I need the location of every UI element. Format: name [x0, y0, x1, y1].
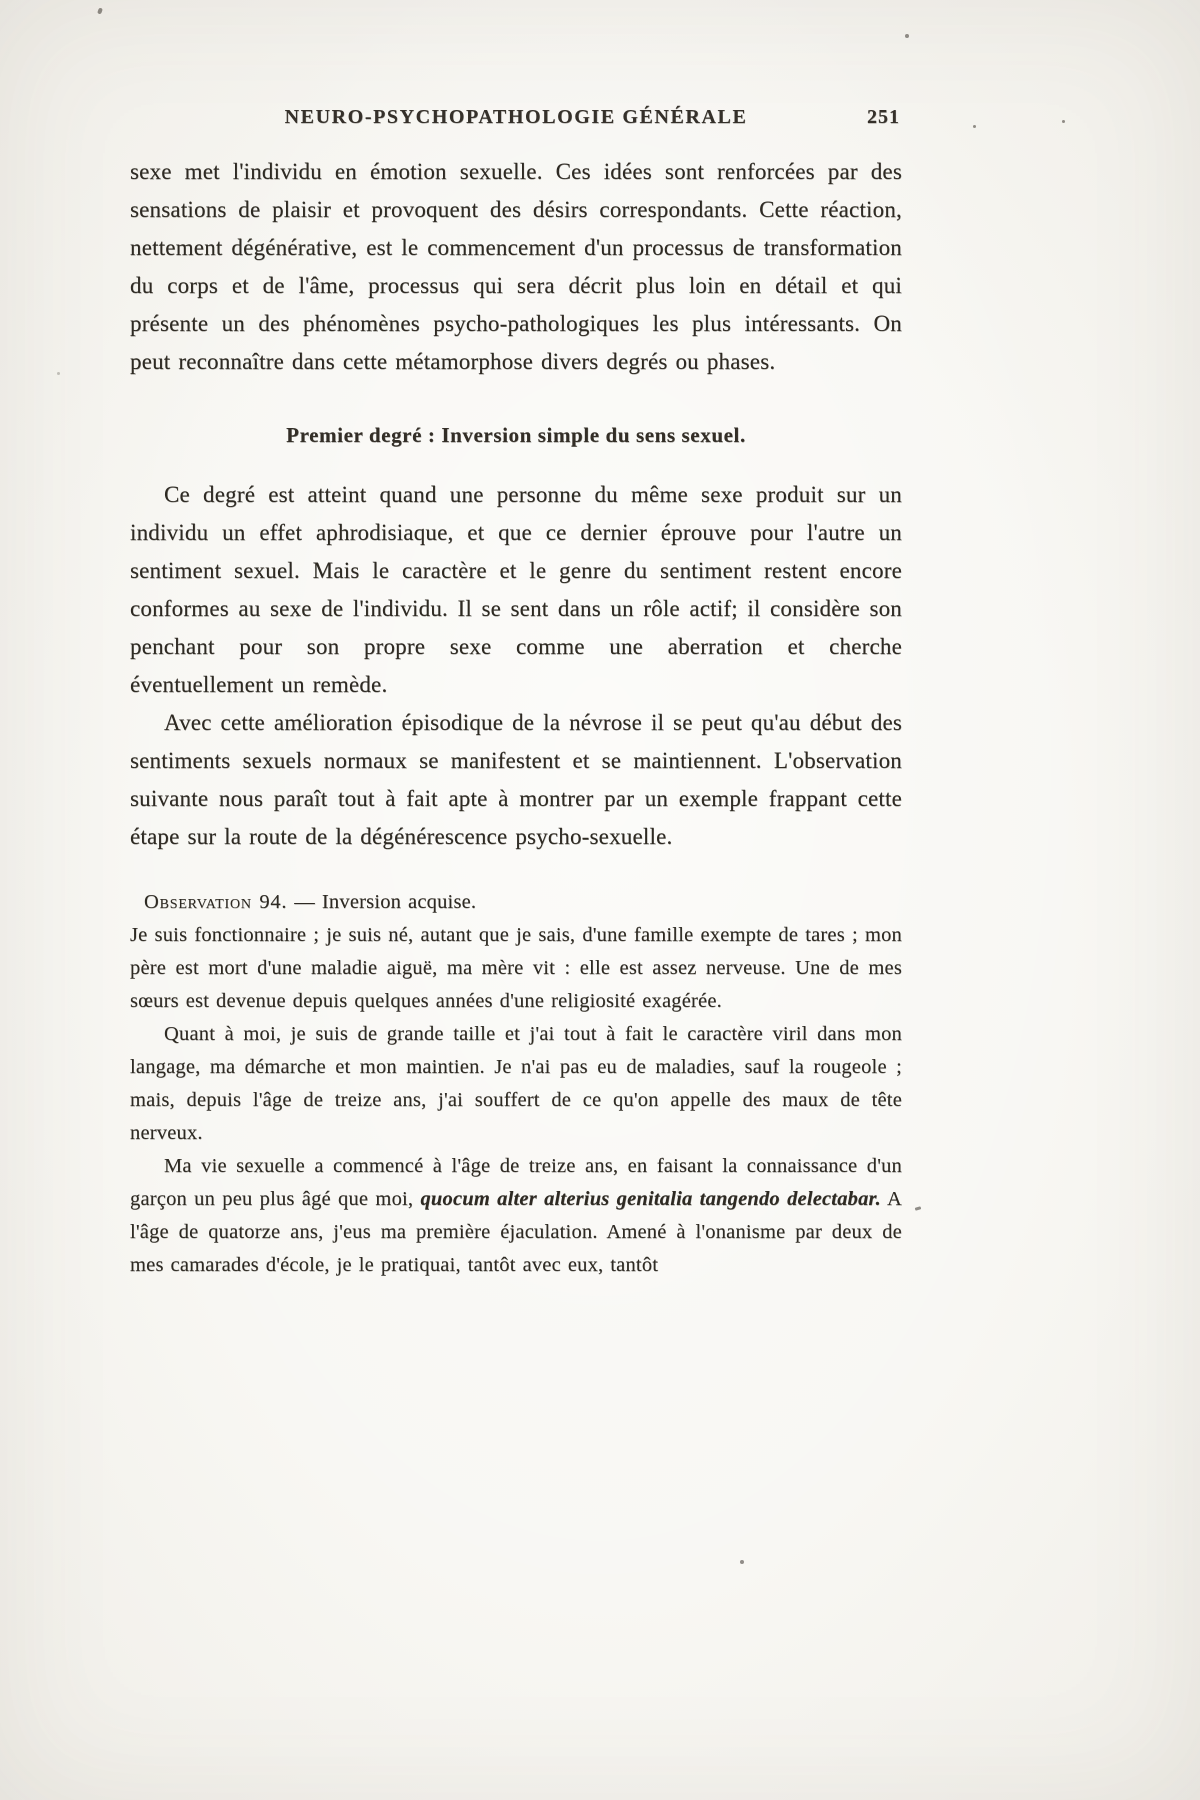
header-title: NEURO-PSYCHOPATHOLOGIE GÉNÉRALE — [284, 106, 748, 128]
observation-paragraph: Quant à moi, je suis de grande taille et j'ai tout à fait le caractère viril dans mon langage, ma démarche et mon maintien. Je n'ai pas eu de maladies, sauf la rougeole ; mais, depuis l'âge de treize ans, j'ai souffert de ce qu'on appelle des maux de tête nerveux. — [130, 1023, 902, 1144]
latin-phrase: quocum alter alterius genitalia tangendo delectabar. — [420, 1188, 881, 1210]
section-heading: Premier degré : Inversion simple du sens sexuel. — [286, 423, 746, 447]
scan-speck — [905, 34, 909, 38]
scan-speck — [1062, 120, 1065, 123]
running-header — [130, 106, 902, 129]
text-run: Ma vie sexuelle a commencé à l'âge de treize ans, en faisant la connaissance d'un garçon un peu plus âgé que moi, — [130, 1155, 902, 1210]
observation-heading — [130, 886, 902, 919]
scan-speck — [57, 372, 60, 375]
page-number: 251 — [867, 106, 900, 128]
observation-subtitle: — Inversion acquise. — [287, 891, 477, 913]
scan-speck — [740, 1560, 744, 1564]
body-paragraph: sexe met l'individu en émotion sexuelle. Ces idées sont renforcées par des sensations de plaisir et provoquent des désirs correspondants. Cette réaction, nettement dégénérative, est le commencement d'un processus de transformation du corps et de l'âme, processus qui sera décrit plus loin en détail et qui présente un des phénomènes psycho-pathologiques les plus intéressants. On peut reconnaître dans cette métamorphose divers degrés ou phases. — [130, 159, 902, 374]
scan-speck — [973, 125, 976, 128]
body-paragraph: Ce degré est atteint quand une personne du même sexe produit sur un individu un effet aphrodisiaque, et que ce dernier éprouve pour l'autre un sentiment sexuel. Mais le caractère et le genre du sentiment restent encore conformes au sexe de l'individu. Il se sent dans un rôle actif; il considère son penchant pour son propre sexe comme une aberration et cherche éventuellement un remède. — [130, 482, 902, 697]
observation-paragraph: Je suis fonctionnaire ; je suis né, autant que je sais, d'une famille exempte de tares ; mon père est mort d'une maladie aiguë, ma mère vit : elle est assez nerveuse. Une de mes sœurs est devenue depuis quelques années d'une religiosité exagérée. — [130, 924, 902, 1012]
scan-speck — [97, 7, 103, 14]
text-run: A l'âge de quatorze ans, j'eus ma première éjaculation. Amené à l'onanisme par deux de mes camarades d'école, je le pratiquai, tantôt avec eux, tantôt — [130, 1188, 902, 1276]
observation-paragraph — [130, 1150, 902, 1282]
body-paragraph: Avec cette amélioration épisodique de la névrose il se peut qu'au début des sentiments sexuels normaux se manifestent et se maintiennent. L'observation suivante nous paraît tout à fait apte à montrer par un exemple frappant cette étape sur la route de la dégénérescence psycho-sexuelle. — [130, 710, 902, 849]
scan-speck — [915, 1206, 922, 1210]
page-content — [130, 106, 902, 1282]
observation-section — [130, 886, 902, 1282]
observation-label: Observation 94. — [144, 891, 288, 913]
